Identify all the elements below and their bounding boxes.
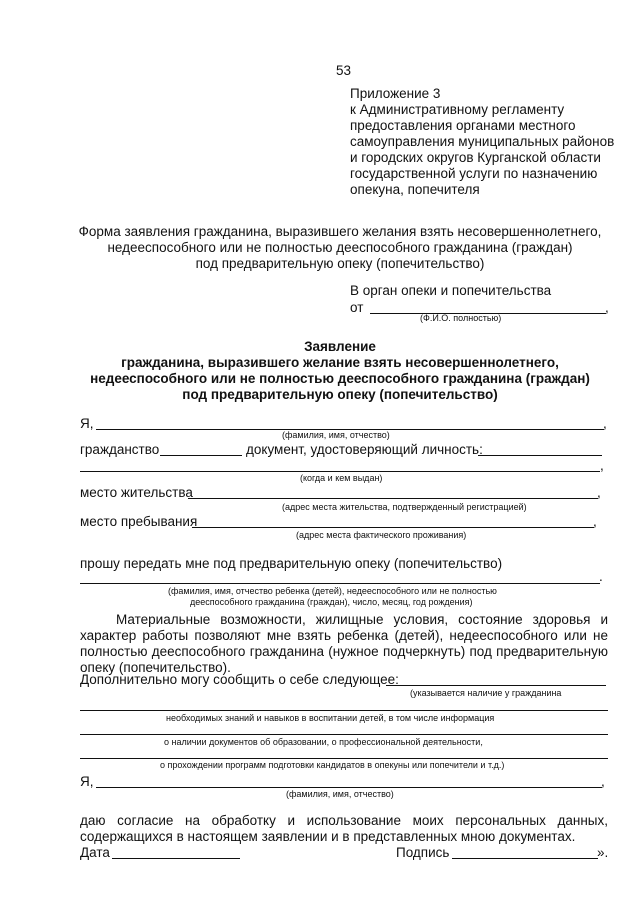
document-label: документ, удостоверяющий личность:	[246, 442, 483, 457]
appendix-line: Приложение 3	[350, 86, 441, 101]
signature-label: Подпись	[396, 845, 450, 860]
appendix-line: и городских округов Курганской области	[350, 150, 601, 165]
consent-comma: ,	[601, 774, 605, 789]
additional-field-4[interactable]	[80, 758, 608, 759]
addressee-to: В орган опеки и попечительства	[350, 283, 552, 298]
end-quote: ».	[597, 845, 609, 860]
stay-field[interactable]	[192, 527, 594, 528]
addressee-from-label: от	[350, 300, 364, 315]
additional-label: Дополнительно могу сообщить о себе следующее:	[80, 672, 399, 687]
date-field[interactable]	[112, 858, 240, 859]
consent-i-label: Я,	[80, 774, 94, 789]
appendix-line: опекуна, попечителя	[350, 182, 480, 197]
statement-title-line: под предварительную опеку (попечительство)	[182, 387, 498, 402]
consent-fio-hint: (фамилия, имя, отчество)	[286, 789, 394, 799]
request-hint: (фамилия, имя, отчество ребенка (детей), недееспособного или не полностью	[168, 586, 497, 596]
child-fio-field[interactable]	[80, 583, 600, 584]
consent-fio-field[interactable]	[96, 787, 602, 788]
fio-comma: ,	[603, 416, 607, 431]
signature-field[interactable]	[452, 858, 598, 859]
residence-comma: ,	[597, 485, 601, 500]
citizenship-label: гражданство	[80, 442, 160, 457]
statement-title-line: недееспособного или не полностью дееспособного гражданина (граждан)	[90, 371, 590, 386]
conditions-paragraph: Материальные возможности, жилищные условия, состояние здоровья и характер работы позволяют мне взять ребенка (детей), недееспособного или не полностью дееспособного гражданина (нужное подчеркнуть) под предварительную опеку (попечительство).	[80, 612, 608, 675]
fio-hint: (фамилия, имя, отчество)	[282, 430, 390, 440]
additional-hint: о прохождении программ подготовки кандидатов в опекуны или попечители и т.д.)	[160, 760, 505, 770]
appendix-line: государственной услуги по назначению	[350, 166, 598, 181]
form-title-line: под предварительную опеку (попечительство)	[195, 256, 485, 271]
issued-hint: (когда и кем выдан)	[300, 473, 383, 483]
i-label: Я,	[80, 416, 94, 431]
document-issued-field[interactable]	[80, 471, 600, 472]
date-label: Дата	[80, 845, 110, 860]
stay-label: место пребывания	[80, 514, 198, 529]
consent-line-2: содержащихся в настоящем заявлении и в представленных мною документах.	[80, 829, 576, 844]
statement-title-line: гражданина, выразившего желание взять несовершеннолетнего,	[121, 355, 559, 370]
residence-hint: (адрес места жительства, подтвержденный регистрацией)	[282, 502, 527, 512]
statement-title-line: Заявление	[304, 339, 376, 354]
request-dot: .	[599, 569, 603, 584]
addressee-comma: ,	[605, 300, 609, 315]
document-comma: ,	[600, 458, 604, 473]
document-field[interactable]	[478, 455, 602, 456]
residence-label: место жительства	[80, 485, 193, 500]
additional-hint: о наличии документов об образовании, о профессиональной деятельности,	[164, 737, 483, 747]
addressee-hint: (Ф.И.О. полностью)	[420, 313, 502, 323]
request-hint: дееспособного гражданина (граждан), число, месяц, год рождения)	[190, 597, 473, 607]
additional-field-2[interactable]	[80, 710, 608, 711]
citizenship-field[interactable]	[160, 455, 242, 456]
additional-field-1[interactable]	[386, 685, 606, 686]
consent-line-1: даю согласие на обработку и использование моих персональных данных,	[80, 813, 608, 828]
appendix-line: самоуправления муниципальных районов	[350, 134, 615, 149]
form-title-line: недееспособного или не полностью дееспособного гражданина (граждан)	[107, 240, 573, 255]
appendix-line: к Административному регламенту	[350, 102, 565, 117]
form-title-line: Форма заявления гражданина, выразившего желания взять несовершеннолетнего,	[78, 224, 602, 239]
page-number: 53	[336, 63, 352, 78]
residence-field[interactable]	[188, 498, 598, 499]
additional-hint: необходимых знаний и навыков в воспитании детей, в том числе информация	[166, 713, 495, 723]
additional-hint: (указывается наличие у гражданина	[410, 688, 562, 698]
appendix-line: предоставления органами местного	[350, 118, 576, 133]
request-text: прошу передать мне под предварительную опеку (попечительство)	[80, 556, 503, 571]
stay-hint: (адрес места фактического проживания)	[296, 530, 467, 540]
additional-field-3[interactable]	[80, 734, 608, 735]
stay-comma: ,	[593, 514, 597, 529]
